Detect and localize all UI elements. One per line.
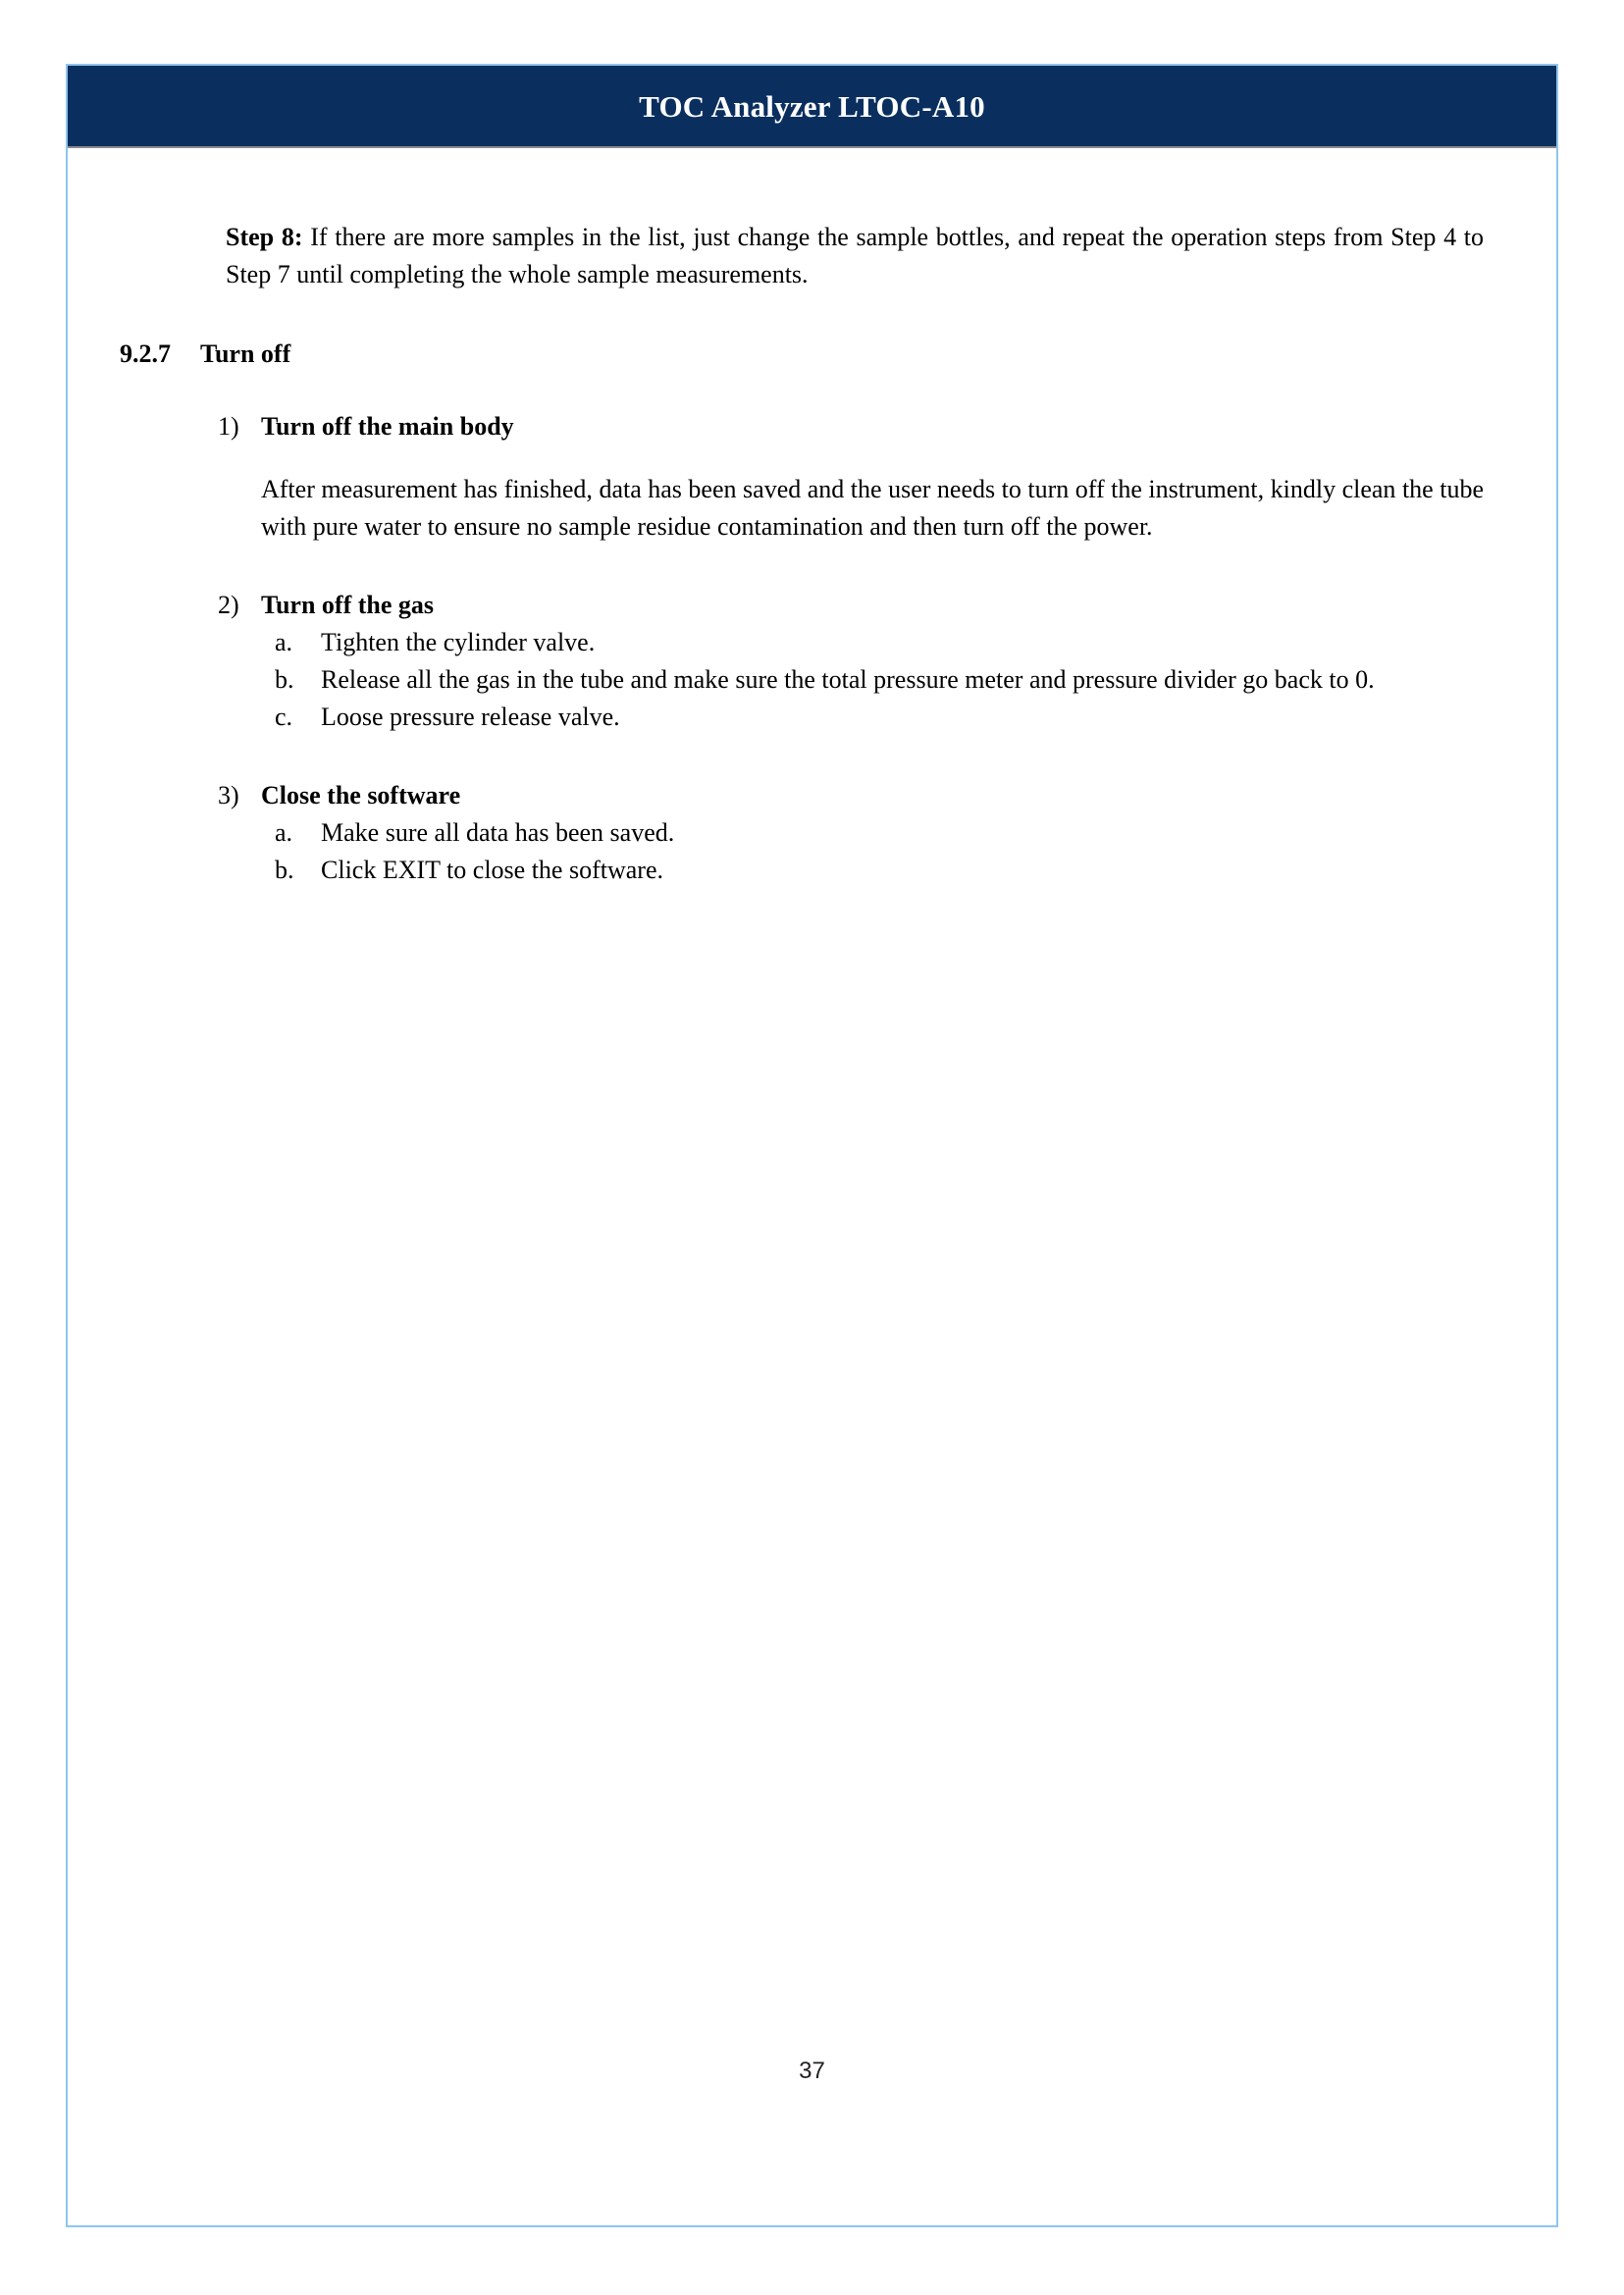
- document-body: [68, 150, 1556, 2225]
- list-item-title: Close the software: [261, 781, 461, 809]
- sublist-item-text: Click EXIT to close the software.: [321, 856, 663, 884]
- sublist-item: [275, 661, 1484, 699]
- list-item-marker: 2): [218, 591, 239, 619]
- list-item-heading: [218, 408, 1484, 445]
- sublist-item-marker: a.: [275, 628, 293, 656]
- sublist-item-text: Release all the gas in the tube and make sure the total pressure meter and pressure divider go back to 0.: [321, 665, 1375, 694]
- step-8-label: Step 8:: [226, 223, 303, 251]
- document-header-bar: [68, 66, 1556, 148]
- sublist-item: [275, 624, 1484, 661]
- sublist-item-marker: b.: [275, 856, 294, 884]
- list-item-marker: 1): [218, 412, 239, 441]
- document-page: [66, 64, 1558, 2227]
- page-number: 37: [799, 2058, 825, 2084]
- sublist-item-text: Make sure all data has been saved.: [321, 818, 675, 847]
- step-8-paragraph: [226, 219, 1484, 293]
- sublist-item-text: Loose pressure release valve.: [321, 703, 620, 731]
- list-item-title: Turn off the gas: [261, 591, 435, 619]
- section-number: 9.2.7: [120, 339, 171, 368]
- sublist-item-marker: b.: [275, 665, 294, 694]
- document-title: TOC Analyzer LTOC-A10: [639, 88, 985, 124]
- lettered-sublist: [275, 624, 1484, 736]
- list-item: [218, 408, 1484, 546]
- list-item-title: Turn off the main body: [261, 412, 514, 441]
- sublist-item-marker: c.: [275, 703, 293, 731]
- section-heading-9-2-7: [120, 338, 1484, 371]
- step-8-text: If there are more samples in the list, just change the sample bottles, and repeat the operation steps from Step 4 to Step 7 until completing the whole sample measurements.: [226, 223, 1484, 288]
- sublist-item-text: Tighten the cylinder valve.: [321, 628, 596, 656]
- sublist-item: [275, 814, 1484, 852]
- list-item: [218, 587, 1484, 736]
- list-item-heading: [218, 777, 1484, 814]
- list-item-heading: [218, 587, 1484, 624]
- content-column: [120, 193, 1484, 889]
- sublist-item: [275, 699, 1484, 736]
- sublist-item: [275, 852, 1484, 889]
- lettered-sublist: [275, 814, 1484, 889]
- sublist-item-marker: a.: [275, 818, 293, 847]
- list-item-paragraph: After measurement has finished, data has been saved and the user needs to turn off the instrument, kindly clean the tube with pure water to ensure no sample residue contamination and then turn off the power.: [261, 475, 1484, 541]
- numbered-list: [120, 408, 1484, 889]
- section-title: Turn off: [200, 339, 291, 368]
- list-item: [218, 777, 1484, 889]
- list-item-marker: 3): [218, 781, 239, 809]
